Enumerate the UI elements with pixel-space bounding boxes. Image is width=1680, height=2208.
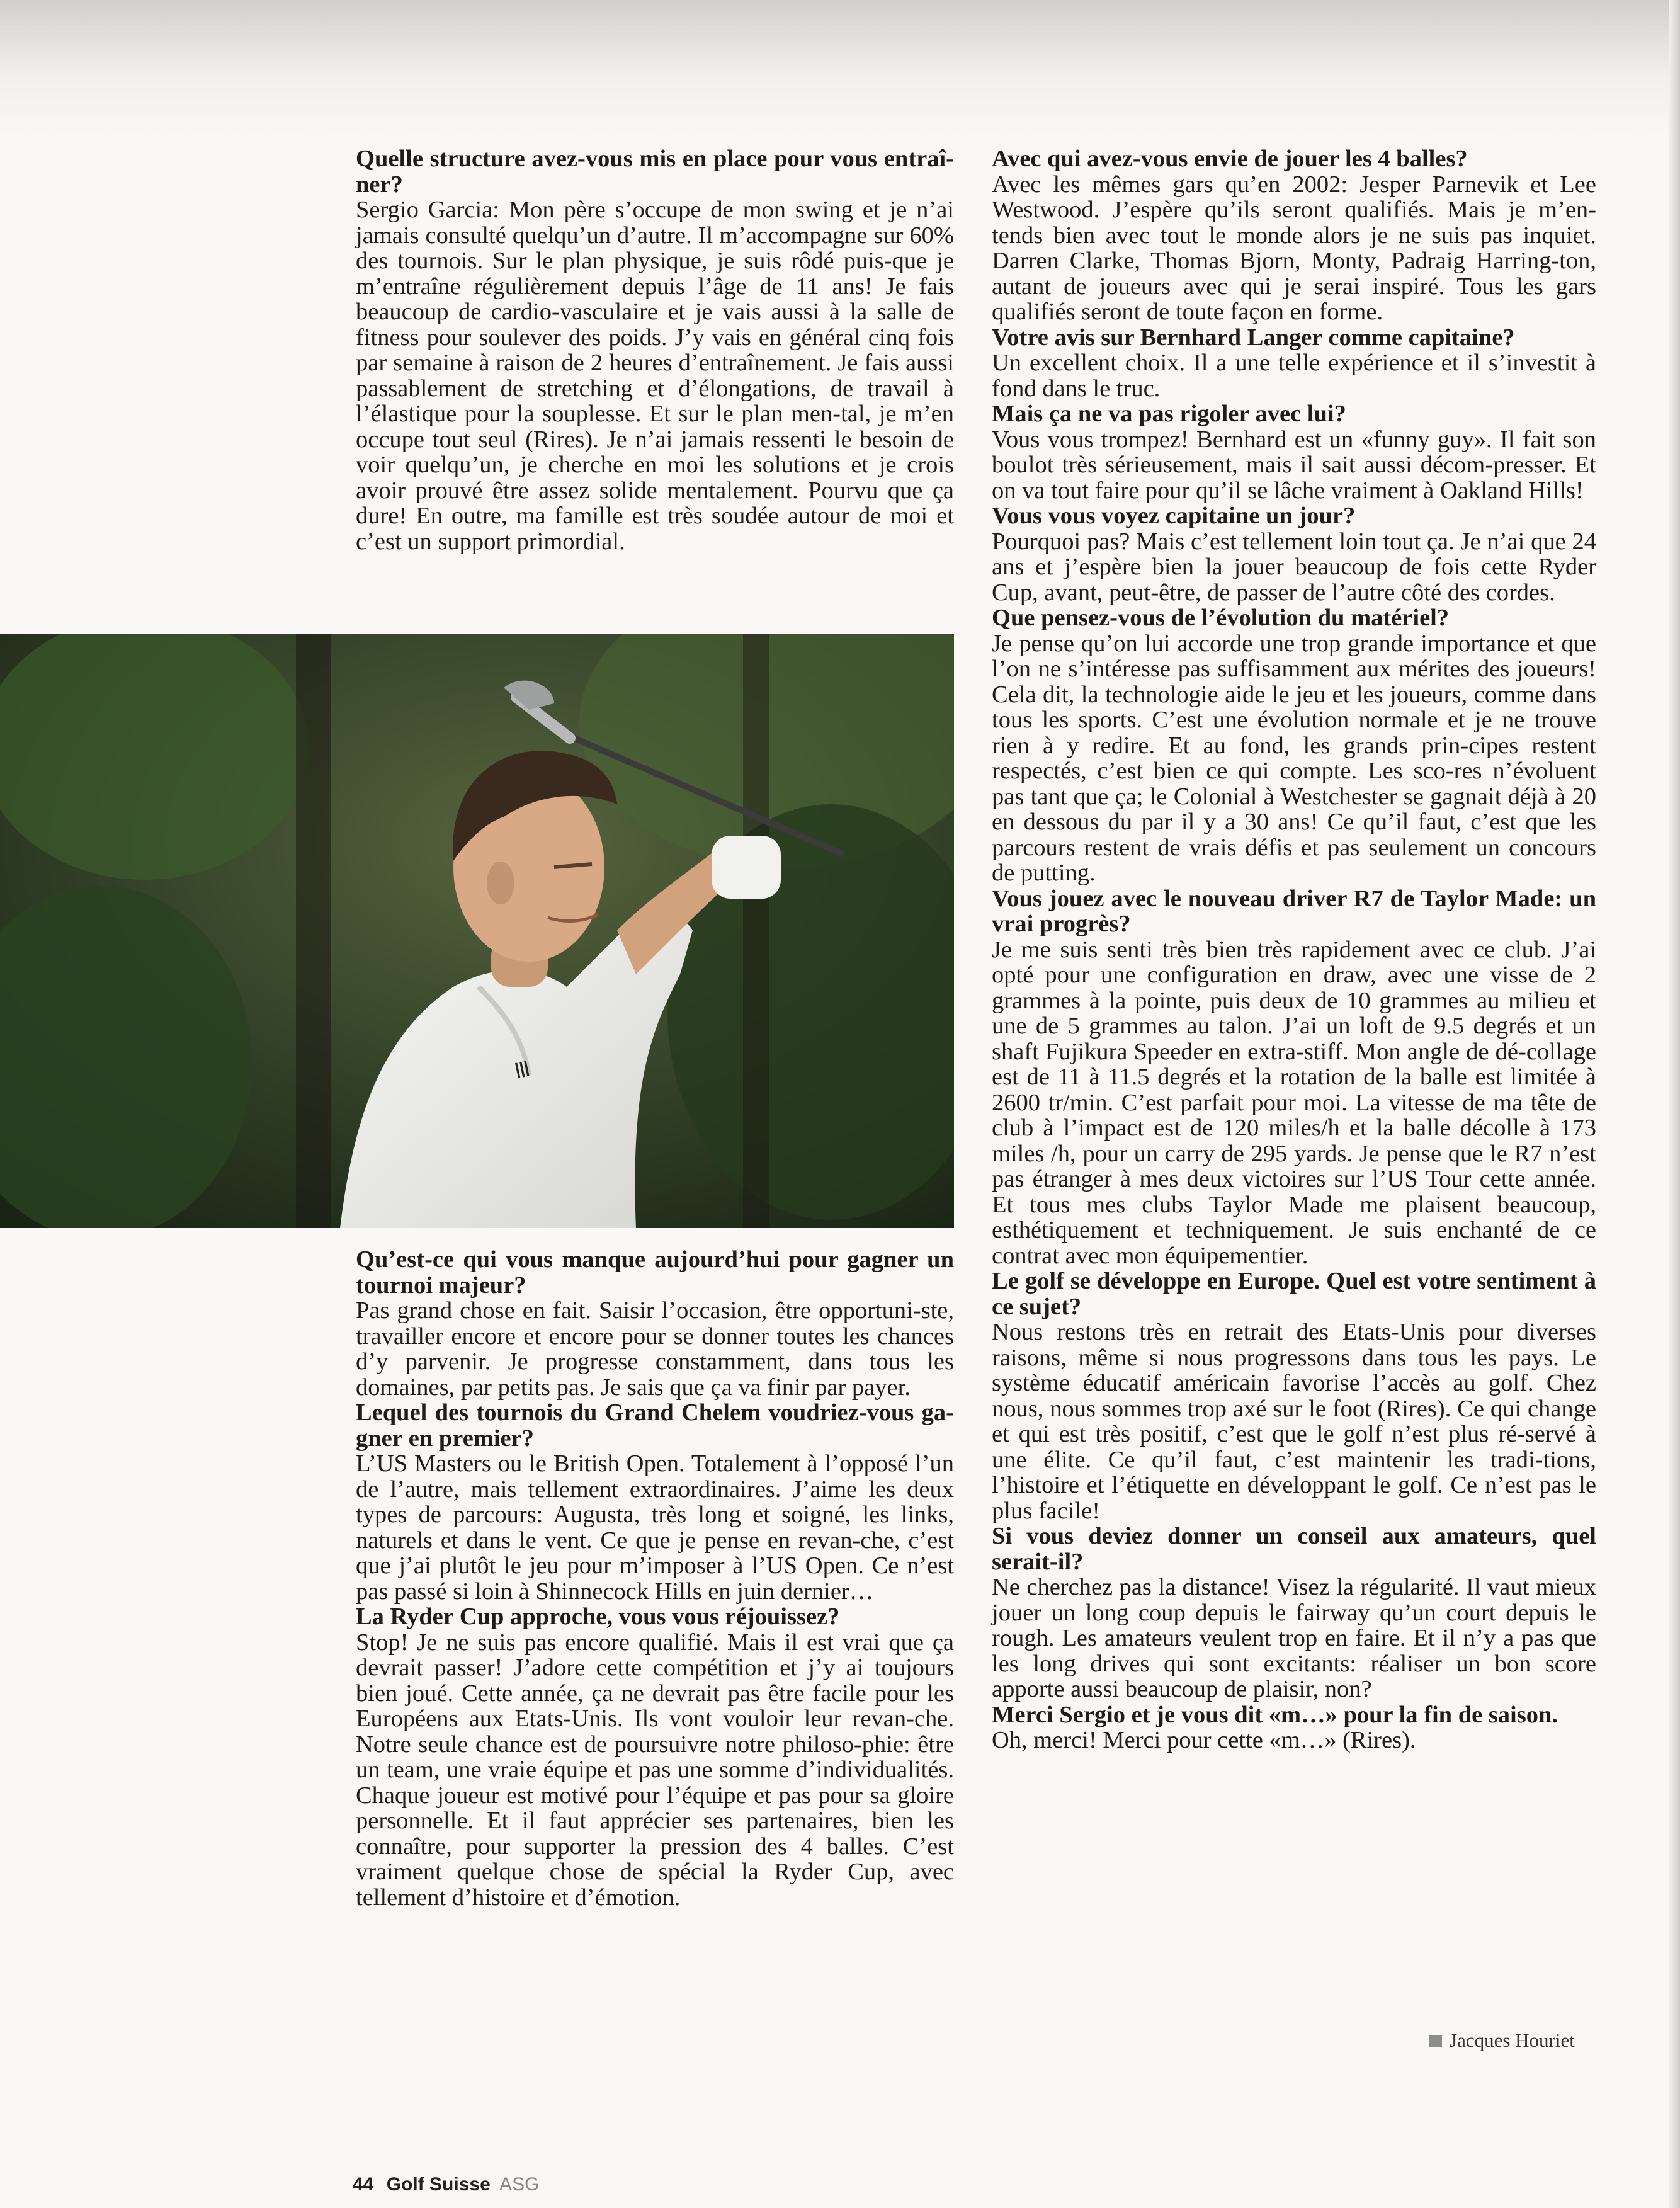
answer: Pas grand chose en fait. Saisir l’occasion, être opportuni-ste, travailler encore et encore pour se donner toutes les chances d’y parvenir. Je progresse constamment, dans tous les domaines, par petits pas. Je sais que ça va finir par payer. (356, 1297, 954, 1401)
answer: Stop! Je ne suis pas encore qualifié. Mais il est vrai que ça devrait passer! J’adore cette compétition et j’y ai toujours bien joué. Cette année, ça ne devrait pas être facile pour les Européens aux Etats-Unis. Ils vont vouloir leur revan-che. Notre seule chance est de poursuivre notre philoso-phie: être un team, une vraie équipe et pas une somme d’individualités. Chaque joueur est motivé pour l’équipe et pas pour sa gloire personnelle. Et il faut apprécier ses partenaires, bien les connaître, pour supporter la pression des 4 balles. C’est vraiment quelque chose de spécial la Ryder Cup, avec tellement d’histoire et d’émotion. (356, 1629, 954, 1911)
question: Lequel des tournois du Grand Chelem voudriez-vous ga-gner en premier? (356, 1399, 954, 1452)
qa-block (992, 1268, 1596, 1523)
page-number: 44 (353, 2174, 374, 2195)
answer: Pourquoi pas? Mais c’est tellement loin tout ça. Je n’ai que 24 ans et j’espère bien la jouer beaucoup de fois cette Ryder Cup, avant, peut-être, de passer de l’autre côté des cordes. (992, 528, 1596, 606)
qa-block (992, 1523, 1596, 1702)
answer: Sergio Garcia: Mon père s’occupe de mon swing et je n’ai jamais consulté quelqu’un d’autre. Il m’accompagne sur 60% des tournois. Sur le plan physique, je suis rôdé puis-que je m’entraîne régulièrement depuis l’âge de 11 ans! Je fais beaucoup de cardio-vasculaire et je vais aussi à la salle de fitness pour soulever des poids. J’y vais en général cinq fois par semaine à raison de 2 heures d’entraînement. Je fais aussi passablement de stretching et d’élongations, de travail à l’élastique pour la souplesse. Et sur le plan men-tal, je m’en occupe tout seul (Rires). Je n’ai jamais ressenti le besoin de voir quelqu’un, je cherche en moi les solutions et je crois avoir prouvé être assez solide mentalement. Pourvu que ça dure! En outre, ma famille est très soudée autour de moi et c’est un support primordial. (356, 196, 954, 555)
question: Avec qui avez-vous envie de jouer les 4 balles? (992, 145, 1468, 172)
answer: Nous restons très en retrait des Etats-Unis pour diverses raisons, même si nous progressons dans tous les pays. Le système éducatif américain favorise l’accès au golf. Chez nous, nous sommes trop axé sur le foot (Rires). Ce qui change et qui est très positif, c’est que le golf n’est plus ré-servé à une élite. Ce qu’il faut, c’est maintenir les tradi-tions, l’histoire et l’étiquette en développant le golf. Ce n’est pas le plus facile! (992, 1319, 1596, 1524)
qa-block (992, 886, 1596, 1269)
article-column-right (992, 146, 1596, 1753)
question: Le golf se développe en Europe. Quel est votre sentiment à ce sujet? (992, 1268, 1596, 1320)
question: Vous vous voyez capitaine un jour? (992, 503, 1356, 529)
answer: Avec les mêmes gars qu’en 2002: Jesper Parnevik et Lee Westwood. J’espère qu’ils seront qualifiés. Mais je m’en-tends bien avec tout le monde alors je ne suis pas inquiet. Darren Clarke, Thomas Bjorn, Monty, Padraig Harring-ton, autant de joueurs avec qui je serai inspiré. Tous les gars qualifiés seront de toute façon en forme. (992, 171, 1596, 325)
answer: Un excellent choix. Il a une telle expérience et il s’investit à fond dans le truc. (992, 350, 1596, 402)
qa-block (992, 503, 1596, 605)
question: Vous jouez avec le nouveau driver R7 de Taylor Made: un vrai progrès? (992, 885, 1596, 937)
qa-block (356, 1604, 954, 1910)
qa-block (992, 1702, 1596, 1753)
magazine-name: Golf Suisse (386, 2174, 491, 2195)
author-name: Jacques Houriet (1450, 2029, 1575, 2051)
photo-golfer-swing (0, 634, 954, 1228)
qa-block (356, 1400, 954, 1604)
question: Quelle structure avez-vous mis en place pour vous entraî-ner? (356, 145, 954, 198)
qa-block (992, 401, 1596, 503)
question: Mais ça ne va pas rigoler avec lui? (992, 401, 1346, 427)
answer: Oh, merci! Merci pour cette «m…» (Rires). (992, 1727, 1416, 1753)
byline (1429, 2029, 1575, 2052)
article-column-left-bottom (356, 1247, 954, 1910)
page-edge (1669, 0, 1680, 2208)
qa-block (992, 146, 1596, 325)
question: Que pensez-vous de l’évolution du matériel? (992, 605, 1450, 631)
answer: Je pense qu’on lui accorde une trop grande importance et que l’on ne s’intéresse pas suffisamment aux mérites des joueurs! Cela dit, la technologie aide le jeu et les joueurs, comme dans tous les sports. C’est une évolution normale et je ne trouve rien à y redire. Et au fond, les grands prin-cipes restent respectés, c’est bien ce qui compte. Les sco-res n’évoluent pas tant que ça; le Colonial à Westchester se gagnait déjà à 20 en dessous du par il y a 30 ans! Ce qu’il faut, c’est que les parcours restent de vrais défis et pas seulement un concours de putting. (992, 630, 1596, 886)
answer: L’US Masters ou le British Open. Totalement à l’opposé l’un de l’autre, mais tellement extraordinaires. J’aime les deux types de parcours: Augusta, très long et soigné, les links, naturels et dans le vent. Ce que je pense en revan-che, c’est que j’ai plutôt le jeu pour m’imposer à l’US Open. Ce n’est pas passé si loin à Shinnecock Hills en juin dernier… (356, 1450, 954, 1605)
svg-text:|||: ||| (513, 1057, 531, 1079)
answer: Ne cherchez pas la distance! Visez la régularité. Il vaut mieux jouer un long coup depuis le fairway qu’un court depuis le rough. Les amateurs veulent trop en faire. Et il n’y a pas que les long drives qui sont excitants: réaliser un bon score apporte aussi beaucoup de plaisir, non? (992, 1574, 1596, 1702)
qa-block (992, 605, 1596, 886)
answer: Je me suis senti très bien très rapidement avec ce club. J’ai opté pour une configuration en draw, avec une visse de 2 grammes à la pointe, puis deux de 10 grammes au milieu et une de 5 grammes au talon. J’ai un loft de 9.5 degrés et un shaft Fujikura Speeder en extra-stiff. Mon angle de dé-collage est de 11 à 11.5 degrés et la rotation de la balle est limitée à 2600 tr/min. C’est parfait pour moi. La vitesse de ma tête de club à l’impact est de 120 miles/h et la balle décolle à 173 miles /h, pour un carry de 295 yards. Je pense que le R7 n’est pas étranger à mes deux victoires sur l’US Tour cette année. Et tous mes clubs Taylor Made me plaisent beaucoup, esthétiquement et techniquement. Je suis enchanté de ce contrat avec mon équipementier. (992, 936, 1596, 1269)
magazine-suffix: ASG (499, 2174, 540, 2195)
question: Votre avis sur Bernhard Langer comme capitaine? (992, 324, 1515, 351)
question: Qu’est-ce qui vous manque aujourd’hui pour gagner un tournoi majeur? (356, 1246, 954, 1299)
question: Si vous deviez donner un conseil aux amateurs, quel serait-il? (992, 1523, 1596, 1575)
answer: Vous vous trompez! Bernhard est un «funny guy». Il fait son boulot très sérieusement, mais il sait aussi décom-presser. Et on va tout faire pour qu’il se lâche vraiment à Oakland Hills! (992, 426, 1596, 504)
question: Merci Sergio et je vous dit «m…» pour la fin de saison. (992, 1701, 1558, 1728)
article-column-left-top (356, 146, 954, 554)
square-bullet-icon (1429, 2035, 1442, 2047)
question: La Ryder Cup approche, vous vous réjouissez? (356, 1603, 840, 1630)
page-footer (353, 2174, 539, 2195)
qa-block (992, 325, 1596, 402)
page-top-shadow (0, 0, 1680, 139)
qa-block (356, 146, 954, 554)
qa-block (356, 1247, 954, 1400)
